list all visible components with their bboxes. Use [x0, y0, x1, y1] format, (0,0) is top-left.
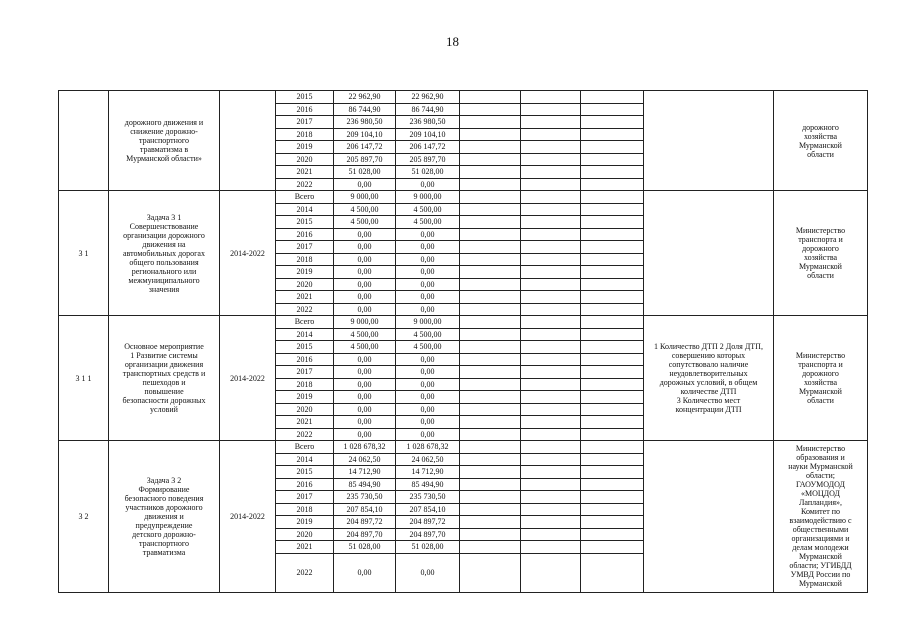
- other-sources-cell: [581, 266, 644, 279]
- regional-budget-cell: 24 062,50: [396, 453, 460, 466]
- local-budget-cell: [521, 228, 581, 241]
- regional-budget-cell: 4 500,00: [396, 328, 460, 341]
- federal-budget-cell: [460, 341, 521, 354]
- local-budget-cell: [521, 466, 581, 479]
- item-period: 2014-2022: [220, 316, 276, 441]
- other-sources-cell: [581, 353, 644, 366]
- other-sources-cell: [581, 178, 644, 191]
- total-cell: 0,00: [334, 291, 396, 304]
- total-cell: 209 104,10: [334, 128, 396, 141]
- local-budget-cell: [521, 253, 581, 266]
- budget-table: [58, 90, 868, 593]
- other-sources-cell: [581, 116, 644, 129]
- regional-budget-cell: 4 500,00: [396, 216, 460, 229]
- other-sources-cell: [581, 128, 644, 141]
- table-row: [59, 441, 868, 454]
- federal-budget-cell: [460, 466, 521, 479]
- total-cell: 204 897,72: [334, 516, 396, 529]
- federal-budget-cell: [460, 403, 521, 416]
- federal-budget-cell: [460, 116, 521, 129]
- regional-budget-cell: 0,00: [396, 416, 460, 429]
- year-cell: 2015: [276, 341, 334, 354]
- total-cell: 0,00: [334, 391, 396, 404]
- regional-budget-cell: 0,00: [396, 353, 460, 366]
- item-result: 1 Количество ДТП 2 Доля ДТП, совершению которых сопутствовало наличие неудовлетворительных дорожных условий, в общем количестве ДТП 3 Количество мест концентрации ДТП: [644, 316, 774, 441]
- federal-budget-cell: [460, 316, 521, 329]
- local-budget-cell: [521, 116, 581, 129]
- other-sources-cell: [581, 453, 644, 466]
- other-sources-cell: [581, 328, 644, 341]
- federal-budget-cell: [460, 253, 521, 266]
- year-cell: 2018: [276, 253, 334, 266]
- federal-budget-cell: [460, 103, 521, 116]
- local-budget-cell: [521, 428, 581, 441]
- total-cell: 9 000,00: [334, 191, 396, 204]
- year-cell: 2019: [276, 391, 334, 404]
- total-cell: 0,00: [334, 553, 396, 592]
- federal-budget-cell: [460, 278, 521, 291]
- regional-budget-cell: 0,00: [396, 303, 460, 316]
- year-cell: 2017: [276, 491, 334, 504]
- local-budget-cell: [521, 166, 581, 179]
- local-budget-cell: [521, 316, 581, 329]
- regional-budget-cell: 0,00: [396, 428, 460, 441]
- item-result: [644, 191, 774, 316]
- year-cell: 2018: [276, 128, 334, 141]
- federal-budget-cell: [460, 478, 521, 491]
- year-cell: 2020: [276, 403, 334, 416]
- other-sources-cell: [581, 366, 644, 379]
- item-executor: Министерство транспорта и дорожного хозяйства Мурманской области: [774, 191, 868, 316]
- regional-budget-cell: 0,00: [396, 391, 460, 404]
- federal-budget-cell: [460, 128, 521, 141]
- other-sources-cell: [581, 528, 644, 541]
- table-row: [59, 191, 868, 204]
- total-cell: 206 147,72: [334, 141, 396, 154]
- other-sources-cell: [581, 253, 644, 266]
- total-cell: 22 962,90: [334, 91, 396, 104]
- federal-budget-cell: [460, 391, 521, 404]
- other-sources-cell: [581, 91, 644, 104]
- budget-table-body: [59, 91, 868, 593]
- local-budget-cell: [521, 491, 581, 504]
- regional-budget-cell: 51 028,00: [396, 166, 460, 179]
- regional-budget-cell: 235 730,50: [396, 491, 460, 504]
- item-name: Основное мероприятие 1 Развитие системы организации движения транспортных средств и пешеходов и повышение безопасности дорожных условий: [109, 316, 220, 441]
- federal-budget-cell: [460, 541, 521, 554]
- total-cell: 4 500,00: [334, 216, 396, 229]
- federal-budget-cell: [460, 166, 521, 179]
- local-budget-cell: [521, 216, 581, 229]
- other-sources-cell: [581, 553, 644, 592]
- federal-budget-cell: [460, 266, 521, 279]
- federal-budget-cell: [460, 191, 521, 204]
- year-cell: 2020: [276, 153, 334, 166]
- regional-budget-cell: 204 897,70: [396, 528, 460, 541]
- item-name: Задача 3 1 Совершенствование организации дорожного движения на автомобильных дорогах общего пользования регионального или межмуниципального значения: [109, 191, 220, 316]
- federal-budget-cell: [460, 303, 521, 316]
- regional-budget-cell: 85 494,90: [396, 478, 460, 491]
- year-cell: 2018: [276, 378, 334, 391]
- regional-budget-cell: 0,00: [396, 403, 460, 416]
- federal-budget-cell: [460, 153, 521, 166]
- other-sources-cell: [581, 316, 644, 329]
- regional-budget-cell: 0,00: [396, 291, 460, 304]
- other-sources-cell: [581, 191, 644, 204]
- total-cell: 0,00: [334, 178, 396, 191]
- year-cell: 2019: [276, 266, 334, 279]
- total-cell: 0,00: [334, 241, 396, 254]
- local-budget-cell: [521, 303, 581, 316]
- total-cell: 0,00: [334, 278, 396, 291]
- regional-budget-cell: 0,00: [396, 366, 460, 379]
- year-cell: 2015: [276, 216, 334, 229]
- local-budget-cell: [521, 141, 581, 154]
- total-cell: 207 854,10: [334, 503, 396, 516]
- total-cell: 235 730,50: [334, 491, 396, 504]
- other-sources-cell: [581, 228, 644, 241]
- item-number: 3 1 1: [59, 316, 109, 441]
- year-cell: 2016: [276, 353, 334, 366]
- total-cell: 24 062,50: [334, 453, 396, 466]
- year-cell: 2016: [276, 103, 334, 116]
- year-cell: 2022: [276, 178, 334, 191]
- local-budget-cell: [521, 403, 581, 416]
- year-cell: 2022: [276, 428, 334, 441]
- local-budget-cell: [521, 391, 581, 404]
- regional-budget-cell: 0,00: [396, 278, 460, 291]
- year-cell: 2016: [276, 478, 334, 491]
- local-budget-cell: [521, 553, 581, 592]
- federal-budget-cell: [460, 366, 521, 379]
- federal-budget-cell: [460, 178, 521, 191]
- total-cell: 9 000,00: [334, 316, 396, 329]
- federal-budget-cell: [460, 553, 521, 592]
- item-number: [59, 91, 109, 191]
- item-period: [220, 91, 276, 191]
- regional-budget-cell: 0,00: [396, 553, 460, 592]
- year-cell: 2017: [276, 116, 334, 129]
- total-cell: 0,00: [334, 353, 396, 366]
- federal-budget-cell: [460, 91, 521, 104]
- regional-budget-cell: 0,00: [396, 178, 460, 191]
- local-budget-cell: [521, 191, 581, 204]
- item-name: Задача 3 2 Формирование безопасного поведения участников дорожного движения и предупреждение детского дорожно- транспортного травматизма: [109, 441, 220, 593]
- regional-budget-cell: 51 028,00: [396, 541, 460, 554]
- other-sources-cell: [581, 491, 644, 504]
- other-sources-cell: [581, 141, 644, 154]
- federal-budget-cell: [460, 216, 521, 229]
- regional-budget-cell: 1 028 678,32: [396, 441, 460, 454]
- federal-budget-cell: [460, 141, 521, 154]
- year-cell: 2019: [276, 516, 334, 529]
- total-cell: 0,00: [334, 266, 396, 279]
- other-sources-cell: [581, 541, 644, 554]
- item-period: 2014-2022: [220, 191, 276, 316]
- federal-budget-cell: [460, 241, 521, 254]
- year-cell: 2021: [276, 541, 334, 554]
- item-result: [644, 91, 774, 191]
- local-budget-cell: [521, 416, 581, 429]
- federal-budget-cell: [460, 328, 521, 341]
- regional-budget-cell: 9 000,00: [396, 191, 460, 204]
- other-sources-cell: [581, 428, 644, 441]
- regional-budget-cell: 22 962,90: [396, 91, 460, 104]
- year-cell: 2021: [276, 291, 334, 304]
- regional-budget-cell: 86 744,90: [396, 103, 460, 116]
- federal-budget-cell: [460, 416, 521, 429]
- local-budget-cell: [521, 453, 581, 466]
- total-cell: 0,00: [334, 403, 396, 416]
- total-cell: 1 028 678,32: [334, 441, 396, 454]
- year-cell: 2014: [276, 328, 334, 341]
- local-budget-cell: [521, 266, 581, 279]
- total-cell: 0,00: [334, 428, 396, 441]
- year-cell: 2017: [276, 366, 334, 379]
- local-budget-cell: [521, 528, 581, 541]
- total-cell: 51 028,00: [334, 541, 396, 554]
- regional-budget-cell: 0,00: [396, 266, 460, 279]
- local-budget-cell: [521, 378, 581, 391]
- other-sources-cell: [581, 478, 644, 491]
- other-sources-cell: [581, 503, 644, 516]
- year-cell: Всего: [276, 316, 334, 329]
- federal-budget-cell: [460, 516, 521, 529]
- year-cell: 2019: [276, 141, 334, 154]
- local-budget-cell: [521, 291, 581, 304]
- local-budget-cell: [521, 516, 581, 529]
- item-executor: Министерство образования и науки Мурманской области; ГАОУМОДОД «МОЦДОД Лапландия», Комитет по взаимодействию с общественными организациями и делам молодежи Мурманской области; УГИБДД УМВД России по Мурманской: [774, 441, 868, 593]
- local-budget-cell: [521, 353, 581, 366]
- regional-budget-cell: 205 897,70: [396, 153, 460, 166]
- year-cell: 2020: [276, 278, 334, 291]
- year-cell: 2022: [276, 553, 334, 592]
- local-budget-cell: [521, 241, 581, 254]
- total-cell: 14 712,90: [334, 466, 396, 479]
- total-cell: 0,00: [334, 378, 396, 391]
- local-budget-cell: [521, 503, 581, 516]
- total-cell: 4 500,00: [334, 341, 396, 354]
- total-cell: 205 897,70: [334, 153, 396, 166]
- other-sources-cell: [581, 303, 644, 316]
- year-cell: 2022: [276, 303, 334, 316]
- other-sources-cell: [581, 103, 644, 116]
- federal-budget-cell: [460, 441, 521, 454]
- regional-budget-cell: 207 854,10: [396, 503, 460, 516]
- other-sources-cell: [581, 378, 644, 391]
- federal-budget-cell: [460, 228, 521, 241]
- table-row: [59, 91, 868, 104]
- local-budget-cell: [521, 541, 581, 554]
- total-cell: 0,00: [334, 416, 396, 429]
- regional-budget-cell: 0,00: [396, 241, 460, 254]
- local-budget-cell: [521, 328, 581, 341]
- total-cell: 0,00: [334, 366, 396, 379]
- total-cell: 0,00: [334, 253, 396, 266]
- regional-budget-cell: 4 500,00: [396, 341, 460, 354]
- local-budget-cell: [521, 103, 581, 116]
- item-executor: дорожного хозяйства Мурманской области: [774, 91, 868, 191]
- local-budget-cell: [521, 203, 581, 216]
- total-cell: 86 744,90: [334, 103, 396, 116]
- table-row: [59, 316, 868, 329]
- federal-budget-cell: [460, 378, 521, 391]
- total-cell: 0,00: [334, 228, 396, 241]
- other-sources-cell: [581, 153, 644, 166]
- local-budget-cell: [521, 128, 581, 141]
- local-budget-cell: [521, 441, 581, 454]
- other-sources-cell: [581, 416, 644, 429]
- other-sources-cell: [581, 291, 644, 304]
- regional-budget-cell: 204 897,72: [396, 516, 460, 529]
- regional-budget-cell: 206 147,72: [396, 141, 460, 154]
- other-sources-cell: [581, 516, 644, 529]
- regional-budget-cell: 209 104,10: [396, 128, 460, 141]
- year-cell: 2021: [276, 166, 334, 179]
- federal-budget-cell: [460, 528, 521, 541]
- regional-budget-cell: 236 980,50: [396, 116, 460, 129]
- item-period: 2014-2022: [220, 441, 276, 593]
- regional-budget-cell: 9 000,00: [396, 316, 460, 329]
- year-cell: 2017: [276, 241, 334, 254]
- year-cell: Всего: [276, 441, 334, 454]
- other-sources-cell: [581, 166, 644, 179]
- total-cell: 236 980,50: [334, 116, 396, 129]
- local-budget-cell: [521, 341, 581, 354]
- other-sources-cell: [581, 203, 644, 216]
- other-sources-cell: [581, 466, 644, 479]
- federal-budget-cell: [460, 503, 521, 516]
- year-cell: 2015: [276, 466, 334, 479]
- other-sources-cell: [581, 441, 644, 454]
- year-cell: 2021: [276, 416, 334, 429]
- local-budget-cell: [521, 366, 581, 379]
- year-cell: 2020: [276, 528, 334, 541]
- other-sources-cell: [581, 216, 644, 229]
- federal-budget-cell: [460, 353, 521, 366]
- regional-budget-cell: 4 500,00: [396, 203, 460, 216]
- item-executor: Министерство транспорта и дорожного хозяйства Мурманской области: [774, 316, 868, 441]
- year-cell: 2014: [276, 453, 334, 466]
- year-cell: 2015: [276, 91, 334, 104]
- regional-budget-cell: 0,00: [396, 253, 460, 266]
- total-cell: 0,00: [334, 303, 396, 316]
- item-name: дорожного движения и снижение дорожно- транспортного травматизма в Мурманской области»: [109, 91, 220, 191]
- year-cell: 2014: [276, 203, 334, 216]
- item-result: [644, 441, 774, 593]
- year-cell: 2018: [276, 503, 334, 516]
- federal-budget-cell: [460, 491, 521, 504]
- local-budget-cell: [521, 91, 581, 104]
- year-cell: 2016: [276, 228, 334, 241]
- regional-budget-cell: 14 712,90: [396, 466, 460, 479]
- federal-budget-cell: [460, 453, 521, 466]
- local-budget-cell: [521, 153, 581, 166]
- item-number: 3 2: [59, 441, 109, 593]
- other-sources-cell: [581, 241, 644, 254]
- total-cell: 4 500,00: [334, 328, 396, 341]
- item-number: 3 1: [59, 191, 109, 316]
- federal-budget-cell: [460, 203, 521, 216]
- total-cell: 51 028,00: [334, 166, 396, 179]
- federal-budget-cell: [460, 428, 521, 441]
- local-budget-cell: [521, 278, 581, 291]
- other-sources-cell: [581, 391, 644, 404]
- federal-budget-cell: [460, 291, 521, 304]
- total-cell: 4 500,00: [334, 203, 396, 216]
- local-budget-cell: [521, 178, 581, 191]
- other-sources-cell: [581, 278, 644, 291]
- total-cell: 204 897,70: [334, 528, 396, 541]
- regional-budget-cell: 0,00: [396, 378, 460, 391]
- total-cell: 85 494,90: [334, 478, 396, 491]
- year-cell: Всего: [276, 191, 334, 204]
- other-sources-cell: [581, 341, 644, 354]
- page-number: 18: [446, 34, 459, 49]
- regional-budget-cell: 0,00: [396, 228, 460, 241]
- local-budget-cell: [521, 478, 581, 491]
- other-sources-cell: [581, 403, 644, 416]
